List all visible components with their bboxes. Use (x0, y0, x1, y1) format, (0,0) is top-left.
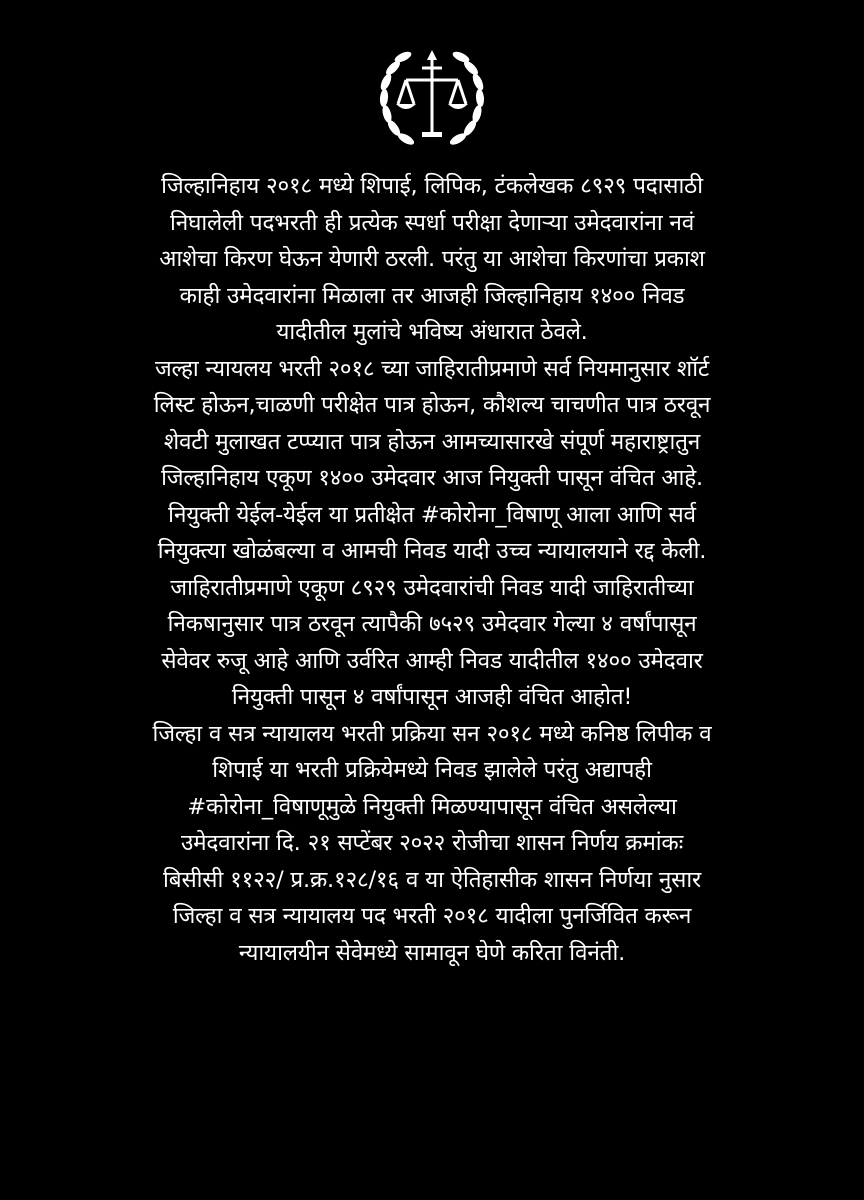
text-line: शेवटी मुलाखत टप्प्यात पात्र होऊन आमच्यासारखे संपूर्ण महाराष्ट्रातुन (163, 428, 701, 455)
text-line: निकषानुसार पात्र ठरवून त्यापैकी ७५२९ उमेदवार गेल्या ४ वर्षांपासून (167, 611, 697, 637)
text-line: शिपाई या भरती प्रक्रियेमध्ये निवड झालेले परंतु अद्यापही (212, 757, 652, 783)
text-line: काही उमेदवारांना मिळाला तर आजही जिल्हानिहाय १४०० निवड (179, 282, 685, 309)
appeal-text (18, 168, 846, 971)
text-line: नियुक्ती पासून ४ वर्षांपासून आजही वंचित आहोत! (231, 684, 633, 710)
text-line: न्यायालयीन सेवेमध्ये सामावून घेणे करिता विनंती. (238, 939, 626, 966)
text-line: जिल्हा व सत्र न्यायालय पद भरती २०१८ यादीला पुनर्जिवित करून (172, 903, 692, 929)
text-line: जिल्हानिहाय एकूण १४०० उमेदवार आज नियुक्ती पासून वंचित आहे. (161, 465, 703, 491)
text-line: सेवेवर रुजू आहे आणि उर्वरित आम्ही निवड यादीतील १४०० उमेदवार (161, 647, 703, 674)
text-line: आशेचा किरण घेऊन येणारी ठरली. परंतु या आशेचा किरणांचा प्रकाश (159, 246, 705, 272)
text-line: नियुक्त्या खोळंबल्या व आमची निवड यादी उच्च न्यायालयाने रद्द केली. (157, 538, 707, 564)
text-line: निघालेली पदभरती ही प्रत्येक स्पर्धा परीक्षा देणाऱ्या उमेदवारांना नवं (169, 209, 695, 236)
text-line: जिल्हा व सत्र न्यायालय भरती प्रक्रिया सन २०१८ मध्ये कनिष्ठ लिपीक व (152, 720, 712, 747)
text-line: नियुक्ती येईल-येईल या प्रतीक्षेत #कोरोना_विषाणू आला आणि सर्व (168, 501, 696, 528)
text-line: जाहिरातीप्रमाणे एकूण ८९२९ उमेदवारांची निवड यादी जाहिरातीच्या (170, 574, 694, 601)
text-line: उमेदवारांना दि. २१ सप्टेंबर २०२२ रोजीचा शासन निर्णय क्रमांकः (180, 830, 684, 856)
text-line: यादीतील मुलांचे भविष्य अंधारात ठेवले. (276, 319, 588, 345)
text-line: लिस्ट होऊन,चाळणी परीक्षेत पात्र होऊन, कौशल्य चाचणीत पात्र ठरवून (153, 392, 711, 418)
scales-of-justice-wreath-icon (372, 40, 492, 160)
text-line: जल्हा न्यायलय भरती २०१८ च्या जाहिरातीप्रमाणे सर्व नियमानुसार शॉर्ट (154, 355, 709, 382)
text-line: बिसीसी ११२२/ प्र.क्र.१२८/१६ व या ऐतिहासीक शासन निर्णया नुसार (162, 866, 701, 893)
text-line: #कोरोना_विषाणूमुळे नियुक्ती मिळण्यापासून वंचित असलेल्या (187, 793, 677, 820)
text-line: जिल्हानिहाय २०१८ मध्ये शिपाई, लिपिक, टंकलेखक ८९२९ पदासाठी (161, 173, 703, 199)
